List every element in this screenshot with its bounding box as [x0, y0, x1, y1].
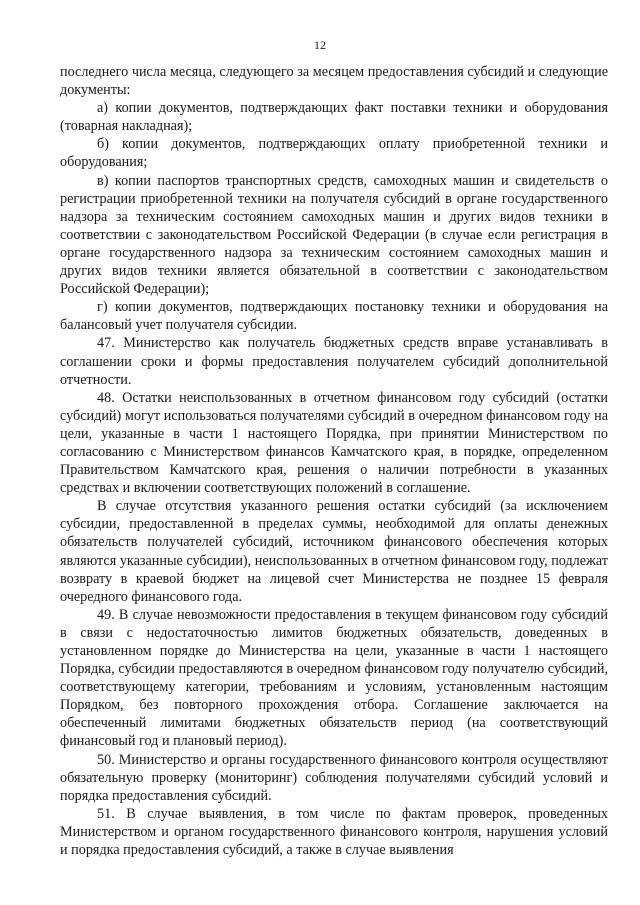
paragraph-item-v: в) копии паспортов транспортных средств, самоходных машин и свидетельств о регистрации приобретенной техники на получателя субсидий в органе государственного надзора за техническим состоянием самоходных машин и других видов техники в соответствии с законодательством Российской Федерации (в случае если регистрация в органе государственного надзора за техническим состоянием самоходных машин и других видов техники является обязательной в соответствии с законодательством Российской Федерации); [60, 172, 608, 298]
paragraph-48: 48. Остатки неиспользованных в отчетном финансовом году субсидий (остатки субсидий) могут использоваться получателями субсидий в очередном финансовом году на цели, указанные в части 1 настоящего Порядка, при принятии Министерством по согласованию с Министерством финансов Камчатского края, в порядке, определенном Правительством Камчатского края, решения о наличии потребности в указанных средствах и включении соответствующих положений в соглашение. [60, 389, 608, 497]
document-body [60, 63, 608, 859]
paragraph-50: 50. Министерство и органы государственного финансового контроля осуществляют обязательную проверку (мониторинг) соблюдения получателями субсидий условий и порядка предоставления субсидий. [60, 751, 608, 804]
paragraph-48-continued: В случае отсутствия указанного решения остатки субсидий (за исключением субсидии, предоставленной в пределах суммы, необходимой для оплаты денежных обязательств получателей субсидий, источником финансового обеспечения которых являются указанные субсидии), неиспользованных в отчетном финансовом году, подлежат возврату в краевой бюджет на лицевой счет Министерства не позднее 15 февраля очередного финансового года. [60, 498, 608, 605]
paragraph-continuation: последнего числа месяца, следующего за месяцем предоставления субсидий и следующие документы: [60, 64, 608, 99]
page-number: 12 [314, 38, 326, 52]
paragraph-47: 47. Министерство как получатель бюджетных средств вправе устанавливать в соглашении сроки и формы предоставления получателем субсидий дополнительной отчетности. [60, 335, 608, 388]
paragraph-item-g: г) копии документов, подтверждающих постановку техники и оборудования на балансовый учет получателя субсидии. [60, 299, 608, 334]
paragraph-item-a: а) копии документов, подтверждающих факт поставки техники и оборудования (товарная накладная); [60, 100, 608, 135]
paragraph-51: 51. В случае выявления, в том числе по фактам проверок, проведенных Министерством и органом государственного финансового контроля, нарушения условий и порядка предоставления субсидий, а также в случае выявления [60, 805, 608, 859]
paragraph-49: 49. В случае невозможности предоставления в текущем финансовом году субсидий в связи с недостаточностью лимитов бюджетных обязательств, доведенных в установленном порядке до Министерства на цели, указанные в части 1 настоящего Порядка, субсидии предоставляются в очередном финансовом году получателю субсидий, соответствующему категории, требованиям и условиям, установленным настоящим Порядком, без повторного прохождения отбора. Соглашение заключается на обеспеченный лимитами бюджетных обязательств период (на соответствующий финансовый год и плановый период). [60, 606, 608, 750]
paragraph-item-b: б) копии документов, подтверждающих оплату приобретенной техники и оборудования; [60, 136, 608, 171]
